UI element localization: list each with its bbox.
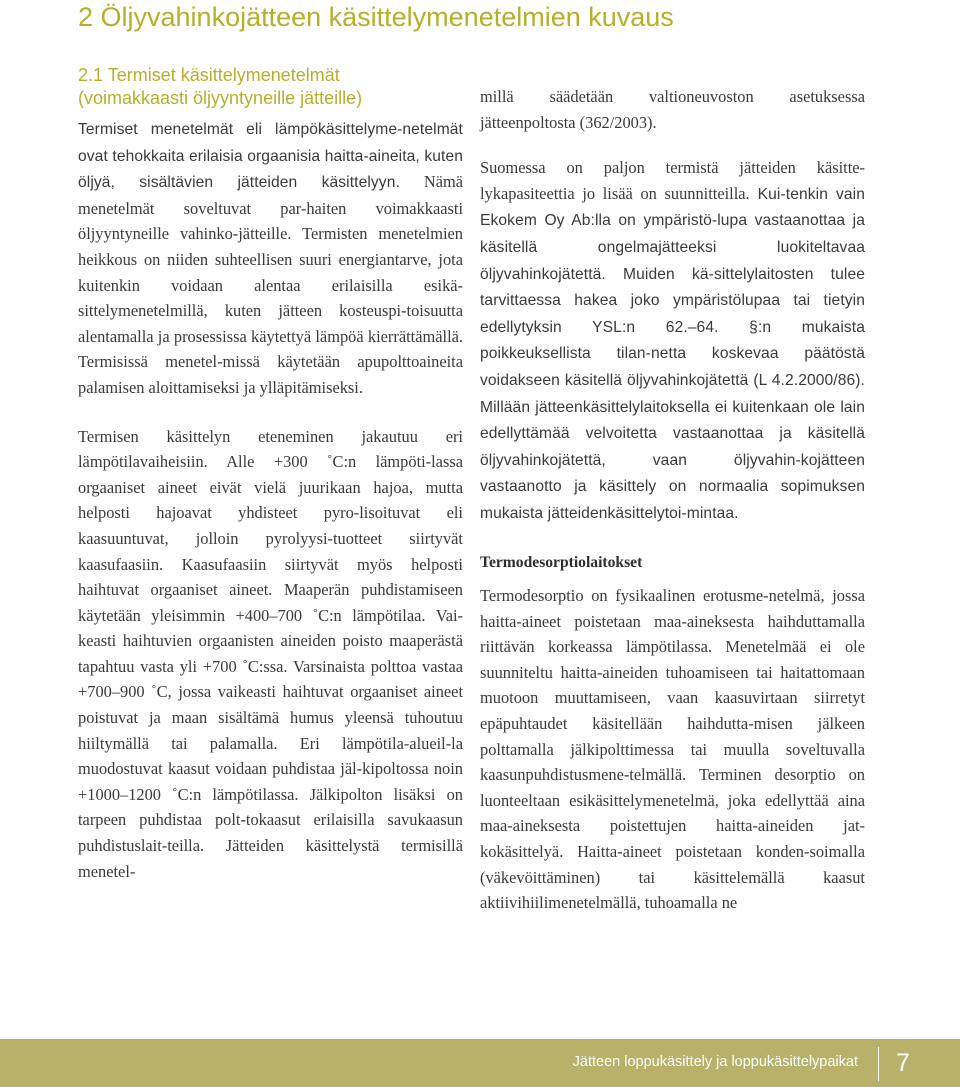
- left-column: [78, 64, 463, 884]
- left-paragraph-1-sans: Termiset menetelmät eli lämpökäsittelyme-netelmät ovat tehokkaita erilaisia orgaanisia haitta-aineita, kuten öljyä, sisältävien jätteiden käsittelyyn.: [78, 121, 463, 192]
- right-paragraph-2-sans: Kui-tenkin vain Ekokem Oy Ab:lla on ympäristö-lupa vastaanottaa ja käsitellä ongelmajätteeksi luokiteltavaa öljyvahinkojätettä. Muiden kä-sittelylaitosten tulee tarvittaessa hakea joko ympäristölupaa tai tietyin edellytyksin YSL:n 62.–64. §:n mukaista poikkeuksellista tilan-netta koskevaa päätöstä voidakseen käsitellä öljyvahinkojätettä (L 4.2.2000/86). Millään jätteenkäsittelylaitoksella ei kuitenkaan ole lain edellyttämää velvoitetta vastaanottaa ja käsitellä öljyvahinkojätettä, vaan öljyvahin-kojätteen vastaanotto ja käsittely on normaalia sopimuksen mukaista jätteidenkäsittelytoi-mintaa.: [480, 185, 865, 522]
- right-paragraph-1: millä säädetään valtioneuvoston asetuksessa jätteenpoltosta (362/2003).: [480, 87, 865, 132]
- left-paragraph-1-serif: Nämä menetelmät soveltuvat par-haiten voimakkaasti öljyyntyneille vahinko-jätteille. Termisten menetelmien heikkous on niiden suhteellisen suuri energiantarve, jota kuitenkin voidaan alentaa erilaisilla esikä-sittelymenetelmillä, kuten jätteen kosteuspi-toisuutta alentamalla ja prosessissa käytettyä lämpöä kierrättämällä. Termisissä menetel-missä käytetään apupolttoaineita palamisen aloittamiseksi ja ylläpitämiseksi.: [78, 172, 463, 397]
- page-title: 2 Öljyvahinkojätteen käsittelymenetelmien kuvaus: [78, 2, 674, 32]
- section-subheading: Termodesorptiolaitokset: [480, 553, 643, 571]
- left-paragraph-1: [78, 116, 463, 401]
- right-paragraph-2-serif: Suomessa on paljon termistä jätteiden käsitte-lykapasiteettia jo lisää on suunnitteilla.: [480, 158, 865, 203]
- footer-divider: [878, 1047, 879, 1081]
- right-paragraph-3: Termodesorptio on fysikaalinen erotusme-netelmä, jossa haitta-aineet poistetaan maa-aineksesta haihduttamalla riittävän korkeassa lämpötilassa. Menetelmää ei ole suunniteltu haitta-aineiden tuhoamiseen tai haitattomaan muotoon muuttamiseen, vaan kaasuvirtaan siirretyt epäpuhtaudet käsitellään haihdutta-misen jälkeen polttamalla jälkipolttimessa tai muulla soveltuvalla kaasunpuhdistusmene-telmällä. Terminen desorptio on luonteeltaan esikäsittelymenetelmä, joka edellyttää aina maa-aineksesta poistettujen haitta-aineiden jat-kokäsittelyä. Haitta-aineet poistetaan konden-soimalla (väkevöittäminen) tai käsittelemällä kaasut aktiivihiilimenetelmällä, tuhoamalla ne: [480, 586, 865, 913]
- left-paragraph-2: Termisen käsittelyn eteneminen jakautuu eri lämpötilavaiheisiin. Alle +300 ˚C:n lämpöti-lassa orgaaniset aineet eivät vielä juurikaan hajoa, mutta helposti hajoavat yhdisteet pyro-lisoituvat eli kaasuuntuvat, jolloin pyrolyysi-tuotteet siirtyvät kaasufaasiin. Kaasufaasiin siirtyvät myös helposti haihtuvat orgaaniset aineet. Maaperän puhdistamiseen käytetään yleisimmin +400–700 ˚C:n lämpötilaa. Vai-keasti haihtuvien orgaanisten aineiden poisto maaperästä tapahtuu vasta yli +700 ˚C:ssa. Varsinaista polttoa vastaa +700–900 ˚C, jossa vaikeasti haihtuvat orgaaniset aineet poistuvat ja maan sisältämä humus yleensä tuhoutuu hiiltymällä tai palamalla. Eri lämpötila-alueil-la muodostuvat kaasut voidaan puhdistaa jäl-kipoltossa noin +1000–1200 ˚C:n lämpötilassa. Jälkipolton lisäksi on tarpeen puhdistaa polt-tokaasut erilaisilla savukaasun puhdistuslait-teilla. Jätteiden käsittelystä termisillä menetel-: [78, 426, 463, 881]
- right-column: [480, 84, 865, 916]
- page-footer: [0, 1039, 960, 1087]
- section-subtitle: [78, 64, 463, 110]
- right-paragraph-2: [480, 155, 865, 526]
- footer-title: Jätteen loppukäsittely ja loppukäsittelypaikat: [572, 1054, 858, 1070]
- subtitle-line-1: 2.1 Termiset käsittelymenetelmät: [78, 65, 340, 85]
- subtitle-line-2: (voimakkaasti öljyyntyneille jätteille): [78, 88, 363, 108]
- page-number: 7: [896, 1049, 910, 1077]
